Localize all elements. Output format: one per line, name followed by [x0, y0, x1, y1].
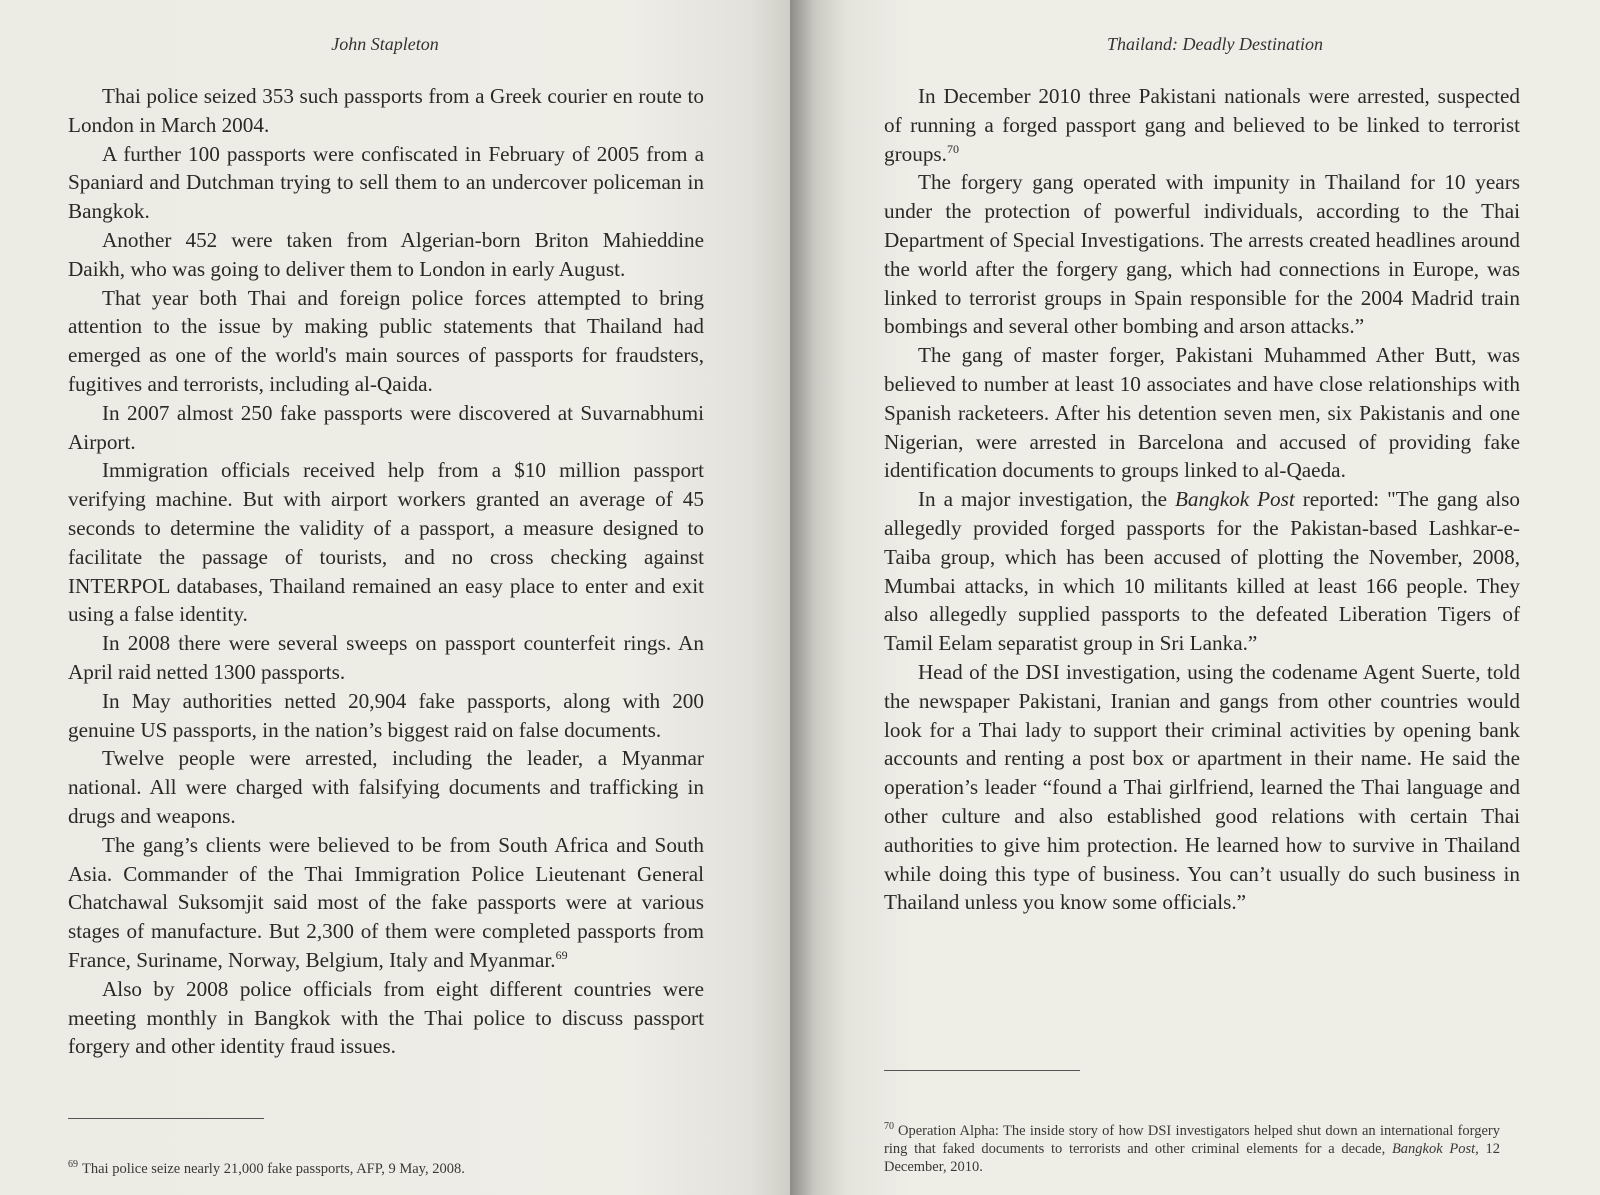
- footnote-reference: 70: [946, 141, 959, 156]
- right-page: [790, 0, 1600, 1195]
- right-running-head: Thailand: Deadly Destination: [1107, 34, 1323, 54]
- paragraph: Also by 2008 police officials from eight different countries were meeting monthly in Bangkok with the Thai police to discuss passport forgery and other identity fraud issues.: [68, 976, 704, 1059]
- footnote-number: 69: [68, 1159, 78, 1170]
- right-body-text: [884, 82, 1520, 917]
- footnote: [884, 1118, 1500, 1176]
- footnote-text: , 12 December, 2010.: [884, 1140, 1501, 1175]
- paragraph: Thai police seized 353 such passports from a Greek courier en route to London in March 2004.: [68, 84, 704, 137]
- footnote-divider: [884, 1070, 1080, 1071]
- footnote-reference: 69: [555, 947, 568, 962]
- footnote-text: Thai police seize nearly 21,000 fake passports, AFP, 9 May, 2008.: [82, 1160, 465, 1177]
- paragraph: In 2007 almost 250 fake passports were discovered at Suvarnabhumi Airport.: [68, 400, 704, 454]
- paragraph: In 2008 there were several sweeps on passport counterfeit rings. An April raid netted 1300 passports.: [68, 631, 704, 684]
- footnote: [68, 1156, 708, 1178]
- paragraph: [884, 82, 1520, 168]
- footnote-divider: [68, 1118, 264, 1119]
- paragraph: The forgery gang operated with impunity in Thailand for 10 years under the protection of powerful individuals, according to the Thai Department of Special Investigations. The arrests created headlines around the world after the forgery gang, which had connections in Europe, was linked to terrorist groups in Spain responsible for the 2004 Madrid train bombings and several other bombing and arson attacks.”: [884, 170, 1520, 339]
- paragraph: In May authorities netted 20,904 fake passports, along with 200 genuine US passports, in the nation’s biggest raid on false documents.: [68, 688, 704, 742]
- paragraph: A further 100 passports were confiscated in February of 2005 from a Spaniard and Dutchman trying to sell them to an undercover policeman in Bangkok.: [68, 141, 704, 224]
- paragraph: [68, 831, 704, 975]
- paragraph: Twelve people were arrested, including the leader, a Myanmar national. All were charged with falsifying documents and trafficking in drugs and weapons.: [68, 746, 704, 828]
- paragraph-text: The gang’s clients were believed to be from South Africa and South Asia. Commander of the Thai Immigration Police Lieutenant General Chatchawal Suksomjit said most of the fake passports were at various stages of manufacture. But 2,300 of them were completed passports from France, Suriname, Norway, Belgium, Italy and Myanmar.: [68, 832, 704, 972]
- left-page: [0, 0, 790, 1195]
- paragraph: The gang of master forger, Pakistani Muhammed Ather Butt, was believed to number at least 10 associates and have close relationships with Spanish racketeers. After his detention seven men, six Pakistanis and one Nigerian, were arrested in Barcelona and accused of providing fake identification documents to groups linked to al-Qaeda.: [884, 343, 1520, 483]
- paragraph-text: In a major investigation, the: [918, 487, 1175, 512]
- left-body-text: [68, 82, 704, 1061]
- paragraph: [884, 485, 1520, 658]
- paragraph: Head of the DSI investigation, using the codename Agent Suerte, told the newspaper Pakistani, Iranian and gangs from other countries would look for a Thai lady to support their criminal activities by opening bank accounts and renting a post box or apartment in their name. He said the operation’s leader “found a Thai girlfriend, learned the Thai language and other culture and also established good relations with certain Thai authorities to give him protection. He learned how to survive in Thailand while doing this type of business. You can’t usually do such business in Thailand unless you know some officials.”: [884, 659, 1520, 915]
- publication-title: Bangkok Post: [1391, 1140, 1476, 1157]
- paragraph: Immigration officials received help from a $10 million passport verifying machine. But with airport workers granted an average of 45 seconds to determine the validity of a passport, a measure designed to facilitate the passage of tourists, and no cross checking against INTERPOL databases, Thailand remained an easy place to enter and exit using a false identity.: [68, 458, 704, 627]
- paragraph: That year both Thai and foreign police forces attempted to bring attention to the issue by making public statements that Thailand had emerged as one of the world's main sources of passports for fraudsters, fugitives and terrorists, including al-Qaida.: [68, 285, 704, 396]
- paragraph-text: reported: "The gang also allegedly provided forged passports for the Pakistan-based Lashkar-e-Taiba group, which has been accused of plotting the November, 2008, Mumbai attacks, in which 10 militants killed at least 166 people. They also allegedly supplied passports to the defeated Liberation Tigers of Tamil Eelam separatist group in Sri Lanka.”: [884, 487, 1520, 656]
- footnote-text: Operation Alpha: The inside story of how DSI investigators helped shut down an international forgery ring that faked documents to terrorists and other criminal elements for a decade,: [884, 1122, 1500, 1157]
- paragraph: Another 452 were taken from Algerian-born Briton Mahieddine Daikh, who was going to deliver them to London in early August.: [68, 227, 704, 281]
- left-running-head: John Stapleton: [331, 34, 439, 54]
- paragraph-text: In December 2010 three Pakistani nationals were arrested, suspected of running a forged passport gang and believed to be linked to terrorist groups.: [884, 84, 1520, 166]
- publication-title: Bangkok Post: [1174, 487, 1295, 512]
- footnote-number: 70: [884, 1121, 894, 1132]
